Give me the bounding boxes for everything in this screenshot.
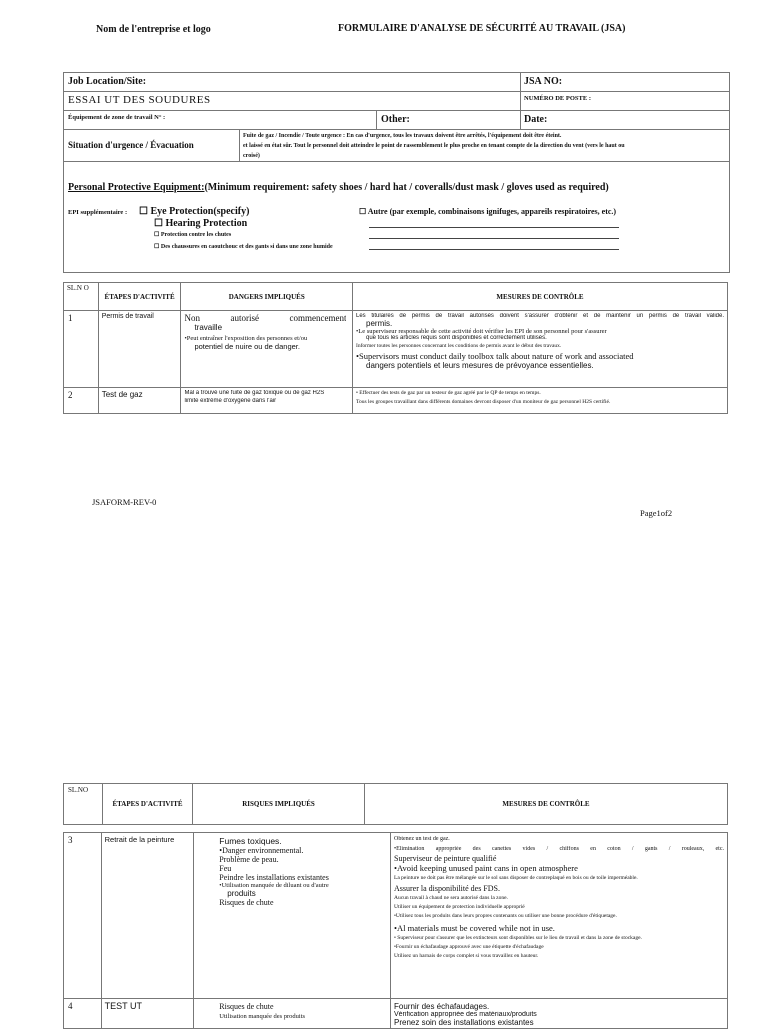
checkbox-icon[interactable]: ☐ bbox=[154, 218, 163, 229]
post-number-label: NUMÉRO DE POSTE : bbox=[524, 95, 591, 102]
company-name-logo: Nom de l'entreprise et logo bbox=[96, 24, 211, 35]
eye-protection-option[interactable]: ☐ Eye Protection(specify) bbox=[139, 206, 250, 217]
date-label: Date: bbox=[524, 114, 548, 125]
controls-cell: Les titulaires de permis de travail autorisés doivent s'assurer d'obtenir et de maintenir un permis de travail valide. permis. •Le superviseur responsable de cette activité doit vérifier les EPI de son personnel pour s'assurer que tous les articles requis sont disponibles et correctement utilisés. Informer toutes les personnes concernant les conditions de permis avant le début des travaux. •Supervisors must conduct daily toolbox talk about nature of work and associated dangers potentiels et leurs mesures de prévoyance essentielles. bbox=[353, 311, 728, 388]
controls-cell: Obtenez un test de gaz. •Élimination appropriée des canettes vides / chiffons en coton / gants / rouleaux, etc. Superviseur de peinture qualifié •Avoid keeping unused paint cans in open atmosphere La peinture ne doit pas être mélangée sur le sol sans disposer de contreplaqué en bois ou de toile imperméable. Assurer la disponibilité des FDS. Aucun travail à chaud ne sera autorisé dans la zone. Utiliser un équipement de protection individuelle approprié •Utilisez tous les produits dans leurs propres contenants ou utiliser une bonne procédure d'étiquetage. •Al materials must be covered while not in use. • Superviseur pour s'assurer que les extincteurs sont disponibles sur le lieu de travail et dans la zone de stockage. •Fournir un échafaudage approuvé avec une étiquette d'échafaudage Utilisez un harnais de corps complet si vous travaillez en hauteur. bbox=[391, 833, 728, 999]
hazards-cell: Non autorisé commencement travaille •Peut entraîner l'exposition des personnes et/ou potentiel de nuire ou de danger. bbox=[181, 311, 353, 388]
controls-cell: Fournir des échafaudages. Vérification appropriée des matériaux/produits Prenez soin des installations existantes bbox=[391, 999, 728, 1029]
col-header-steps: ÉTAPES D'ACTIVITÉ bbox=[103, 784, 193, 825]
page-number: Page1of2 bbox=[640, 508, 673, 518]
activity-step: Permis de travail bbox=[98, 311, 181, 388]
checkbox-icon[interactable]: ☐ bbox=[154, 232, 160, 238]
emergency-instructions: Fuite de gaz / Incendie / Toute urgence : En cas d'urgence, tous les travaux doivent être arrêtés, l'équipement doit être éteint. et laissé en état sûr. Tout le personnel doit atteindre le point de rassemblement le plus proche en tenant compte de la direction du vent (vers le haut ou croisé) bbox=[243, 133, 625, 159]
other-ppe-blank-lines[interactable] bbox=[359, 217, 619, 250]
hazard-table-2-header bbox=[63, 783, 728, 825]
col-header-slno: SL.N O bbox=[64, 283, 99, 311]
other-label: Other: bbox=[381, 114, 410, 125]
hazards-cell: Fumes toxiques. •Danger environnemental. Problème de peau. Feu Peindre les installations existantes •Utilisation manquée de diluant ou d'autre produits Risques de chute bbox=[194, 833, 391, 999]
activity-step: Test de gaz bbox=[98, 388, 181, 414]
col-header-slno: SL.NO bbox=[64, 784, 103, 825]
activity-step: TEST UT bbox=[101, 999, 194, 1029]
jsa-no-label: JSA NO: bbox=[524, 76, 563, 87]
row-number: 4 bbox=[64, 999, 102, 1029]
emergency-label: Situation d'urgence / Évacuation bbox=[68, 140, 194, 150]
row-number: 1 bbox=[64, 311, 99, 388]
row-number: 2 bbox=[64, 388, 99, 414]
form-reference: JSAFORM-REV-0 bbox=[92, 497, 157, 507]
hazard-table-2 bbox=[63, 832, 728, 1029]
boots-gloves-option[interactable]: ☐ Des chaussures en caoutchouc et des gants si dans une zone humide bbox=[154, 244, 333, 250]
col-header-risks: RISQUES IMPLIQUÉS bbox=[193, 784, 365, 825]
checkbox-icon[interactable]: ☐ bbox=[154, 244, 160, 250]
col-header-steps: ÉTAPES D'ACTIVITÉ bbox=[98, 283, 181, 311]
hazards-cell: Risques de chute Utilisation manquée des produits bbox=[194, 999, 391, 1029]
table-row bbox=[64, 999, 728, 1029]
checkbox-icon[interactable]: ☐ bbox=[359, 207, 367, 216]
col-header-controls: MESURES DE CONTRÔLE bbox=[365, 784, 728, 825]
hearing-protection-option[interactable]: ☐ Hearing Protection bbox=[154, 218, 248, 229]
col-header-hazards: DANGERS IMPLIQUÉS bbox=[181, 283, 353, 311]
ppe-heading: Personal Protective Equipment:(Minimum requirement: safety shoes / hard hat / coveralls/dust mask / gloves used as required) bbox=[68, 182, 609, 193]
checkbox-icon[interactable]: ☐ bbox=[139, 206, 148, 217]
table-row bbox=[64, 388, 728, 414]
activity-step: Retrait de la peinture bbox=[101, 833, 194, 999]
hazard-table-1 bbox=[63, 282, 728, 414]
zone-equipment-label: Équipement de zone de travail N° : bbox=[68, 114, 166, 121]
job-location-value: ESSAI UT DES SOUDURES bbox=[68, 94, 211, 106]
fall-protection-option[interactable]: ☐ Protection contre les chutes bbox=[154, 232, 232, 238]
epi-label: EPI supplémentaire : bbox=[68, 209, 128, 216]
job-location-label: Job Location/Site: bbox=[68, 76, 147, 87]
col-header-controls: MESURES DE CONTRÔLE bbox=[353, 283, 728, 311]
controls-cell: • Effectuer des tests de gaz par un testeur de gaz agréé par le QP de temps en temps. Tous les groupes travaillant dans différents domaines devront disposer d'un moniteur de gaz personnel H2S certifié. bbox=[353, 388, 728, 414]
table-header-row bbox=[64, 784, 728, 825]
table-row bbox=[64, 311, 728, 388]
job-info-box bbox=[63, 72, 730, 273]
hazards-cell: Mal a trouvé une fuite de gaz toxique ou de gaz H2S limite extrême d'oxygène dans l'air bbox=[181, 388, 353, 414]
table-row bbox=[64, 833, 728, 999]
other-ppe-option[interactable]: ☐ Autre (par exemple, combinaisons ignifuges, appareils respiratoires, etc.) bbox=[359, 207, 617, 216]
form-title: FORMULAIRE D'ANALYSE DE SÉCURITÉ AU TRAVAIL (JSA) bbox=[338, 23, 626, 34]
table-header-row bbox=[64, 283, 728, 311]
row-number: 3 bbox=[64, 833, 102, 999]
